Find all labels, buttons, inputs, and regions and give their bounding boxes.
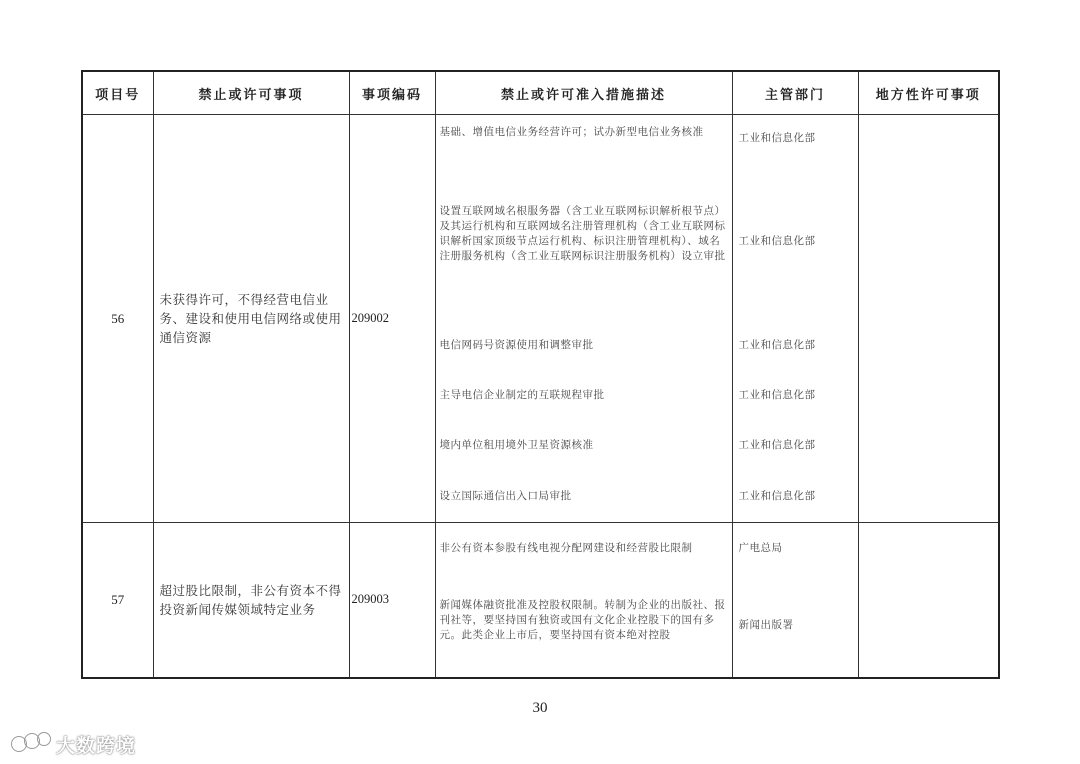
row-number: 56	[82, 115, 153, 523]
watermark-text: 大数跨境	[56, 735, 137, 757]
permit-table	[81, 70, 1000, 679]
header-item-no: 项目号	[82, 71, 153, 115]
row-local	[858, 523, 999, 678]
dept-text: 新闻出版署	[738, 619, 794, 631]
row-local	[858, 115, 999, 523]
dept-text: 工业和信息化部	[738, 389, 816, 401]
dept-text: 工业和信息化部	[738, 439, 816, 451]
row-measures	[435, 115, 732, 523]
table-row	[82, 115, 999, 523]
dept-text: 工业和信息化部	[738, 132, 816, 144]
dept-text: 工业和信息化部	[738, 235, 816, 247]
row-depts	[732, 523, 858, 678]
dept-text: 广电总局	[738, 542, 783, 554]
page-number: 30	[532, 700, 548, 716]
header-item: 禁止或许可事项	[153, 71, 349, 115]
measure-text: 设置互联网域名根服务器（含工业互联网标识解析根节点）及其运行机构和互联网域名注册管理机构（含工业互联网标识解析国家顶级节点运行机构、标识注册管理机构）、域名注册服务机构（含工业互联网标识注册服务机构）设立审批	[439, 205, 726, 262]
measure-text: 电信网码号资源使用和调整审批	[439, 339, 594, 351]
logo-icon	[10, 730, 52, 756]
row-code: 209003	[349, 523, 435, 678]
header-dept: 主管部门	[732, 71, 858, 115]
header-measure: 禁止或许可准入措施描述	[435, 71, 732, 115]
measure-text: 新闻媒体融资批准及控股权限制。转制为企业的出版社、报刊社等，要坚持国有独资或国有文化企业控股下的国有多元。此类企业上市后，要坚持国有资本绝对控股	[439, 599, 726, 641]
header-code: 事项编码	[349, 71, 435, 115]
table-header-row	[82, 71, 999, 115]
dept-text: 工业和信息化部	[738, 490, 816, 502]
measure-text: 主导电信企业制定的互联规程审批	[439, 389, 605, 401]
measure-text: 设立国际通信出入口局审批	[439, 490, 572, 502]
watermark	[10, 728, 150, 758]
dept-text: 工业和信息化部	[738, 339, 816, 351]
row-measures	[435, 523, 732, 678]
measure-text: 非公有资本参股有线电视分配网建设和经营股比限制	[439, 542, 693, 554]
row-number: 57	[82, 523, 153, 678]
row-code: 209002	[349, 115, 435, 523]
header-local: 地方性许可事项	[858, 71, 999, 115]
table-row	[82, 523, 999, 678]
measure-text: 境内单位租用境外卫星资源核准	[439, 439, 594, 451]
row-item: 未获得许可，不得经营电信业务、建设和使用电信网络或使用通信资源	[153, 115, 349, 523]
row-item: 超过股比限制，非公有资本不得投资新闻传媒领域特定业务	[153, 523, 349, 678]
measure-text: 基础、增值电信业务经营许可；试办新型电信业务核准	[439, 126, 704, 138]
row-depts	[732, 115, 858, 523]
